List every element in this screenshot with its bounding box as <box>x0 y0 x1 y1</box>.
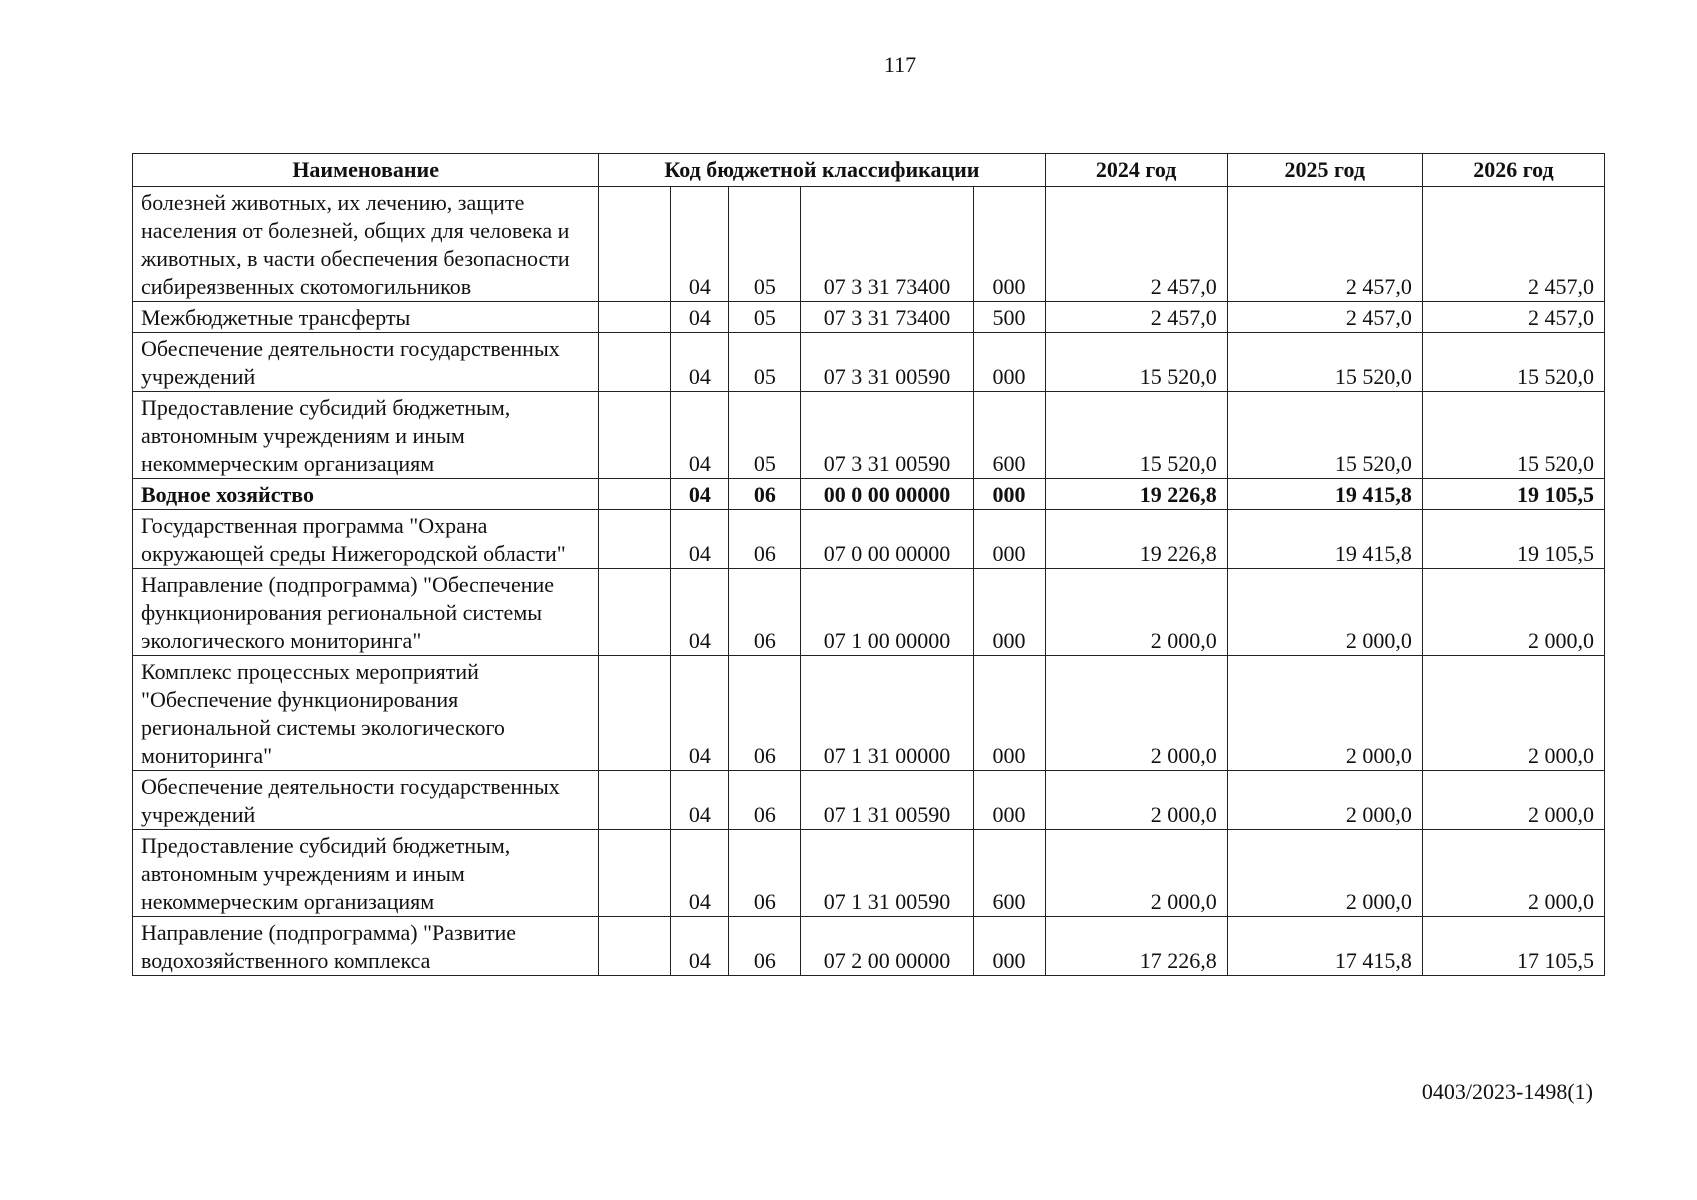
row-blank-cell <box>599 302 671 333</box>
row-value-2026: 15 520,0 <box>1422 333 1604 392</box>
row-value-2024: 2 000,0 <box>1045 656 1227 771</box>
row-expense-code: 000 <box>973 569 1045 656</box>
row-blank-cell <box>599 392 671 479</box>
row-blank-cell <box>599 510 671 569</box>
row-value-2024: 2 000,0 <box>1045 569 1227 656</box>
table-row <box>133 392 1605 479</box>
row-value-2026: 2 000,0 <box>1422 656 1604 771</box>
row-value-2024: 19 226,8 <box>1045 479 1227 510</box>
row-section-code: 04 <box>671 479 729 510</box>
row-expense-code: 000 <box>973 917 1045 976</box>
row-value-2026: 2 000,0 <box>1422 569 1604 656</box>
row-blank-cell <box>599 479 671 510</box>
row-section-code: 04 <box>671 333 729 392</box>
row-subsection-code: 06 <box>729 479 801 510</box>
row-target-code: 07 1 31 00590 <box>801 830 973 917</box>
table-row <box>133 302 1605 333</box>
row-blank-cell <box>599 333 671 392</box>
row-value-2024: 15 520,0 <box>1045 392 1227 479</box>
row-value-2025: 2 457,0 <box>1227 302 1422 333</box>
row-value-2024: 2 457,0 <box>1045 187 1227 302</box>
row-section-code: 04 <box>671 392 729 479</box>
row-subsection-code: 06 <box>729 771 801 830</box>
row-target-code: 07 3 31 73400 <box>801 302 973 333</box>
row-value-2025: 15 520,0 <box>1227 392 1422 479</box>
row-blank-cell <box>599 656 671 771</box>
row-name: Комплекс процессных мероприятий "Обеспечение функционирования региональной системы экологического мониторинга" <box>133 656 599 771</box>
row-value-2024: 2 000,0 <box>1045 830 1227 917</box>
row-value-2024: 19 226,8 <box>1045 510 1227 569</box>
table-row <box>133 187 1605 302</box>
table-row <box>133 917 1605 976</box>
row-section-code: 04 <box>671 656 729 771</box>
row-value-2024: 15 520,0 <box>1045 333 1227 392</box>
row-subsection-code: 06 <box>729 830 801 917</box>
row-value-2025: 2 000,0 <box>1227 569 1422 656</box>
row-value-2025: 17 415,8 <box>1227 917 1422 976</box>
header-year-2025: 2025 год <box>1227 154 1422 187</box>
row-value-2026: 17 105,5 <box>1422 917 1604 976</box>
table-row <box>133 569 1605 656</box>
row-target-code: 07 3 31 00590 <box>801 333 973 392</box>
row-section-code: 04 <box>671 771 729 830</box>
row-blank-cell <box>599 771 671 830</box>
row-name: Предоставление субсидий бюджетным, автономным учреждениям и иным некоммерческим организациям <box>133 830 599 917</box>
row-subsection-code: 06 <box>729 569 801 656</box>
row-name: Направление (подпрограмма) "Обеспечение функционирования региональной системы экологического мониторинга" <box>133 569 599 656</box>
row-target-code: 07 0 00 00000 <box>801 510 973 569</box>
row-name: Предоставление субсидий бюджетным, автономным учреждениям и иным некоммерческим организациям <box>133 392 599 479</box>
row-value-2025: 19 415,8 <box>1227 510 1422 569</box>
row-subsection-code: 06 <box>729 917 801 976</box>
row-name: Обеспечение деятельности государственных учреждений <box>133 771 599 830</box>
row-value-2025: 2 457,0 <box>1227 187 1422 302</box>
row-subsection-code: 06 <box>729 656 801 771</box>
row-name: болезней животных, их лечению, защите населения от болезней, общих для человека и животных, в части обеспечения безопасности сибиреязвенных скотомогильников <box>133 187 599 302</box>
row-blank-cell <box>599 830 671 917</box>
row-name: Направление (подпрограмма) "Развитие водохозяйственного комплекса <box>133 917 599 976</box>
row-subsection-code: 05 <box>729 187 801 302</box>
table-row <box>133 333 1605 392</box>
row-expense-code: 000 <box>973 510 1045 569</box>
row-value-2026: 19 105,5 <box>1422 510 1604 569</box>
row-value-2025: 2 000,0 <box>1227 771 1422 830</box>
row-blank-cell <box>599 569 671 656</box>
document-code: 0403/2023-1498(1) <box>1421 1079 1593 1104</box>
header-year-2026: 2026 год <box>1422 154 1604 187</box>
row-subsection-code: 05 <box>729 333 801 392</box>
row-name: Водное хозяйство <box>133 479 599 510</box>
row-expense-code: 000 <box>973 479 1045 510</box>
row-section-code: 04 <box>671 569 729 656</box>
row-expense-code: 500 <box>973 302 1045 333</box>
row-value-2024: 2 457,0 <box>1045 302 1227 333</box>
row-value-2024: 2 000,0 <box>1045 771 1227 830</box>
header-budget-code: Код бюджетной классификации <box>599 154 1045 187</box>
row-target-code: 07 3 31 73400 <box>801 187 973 302</box>
row-expense-code: 000 <box>973 656 1045 771</box>
table-header-row <box>133 154 1605 187</box>
row-expense-code: 000 <box>973 771 1045 830</box>
row-value-2026: 2 457,0 <box>1422 187 1604 302</box>
row-name: Обеспечение деятельности государственных учреждений <box>133 333 599 392</box>
row-expense-code: 600 <box>973 830 1045 917</box>
row-expense-code: 600 <box>973 392 1045 479</box>
table-row <box>133 510 1605 569</box>
row-target-code: 00 0 00 00000 <box>801 479 973 510</box>
row-section-code: 04 <box>671 830 729 917</box>
row-name: Межбюджетные трансферты <box>133 302 599 333</box>
row-value-2025: 19 415,8 <box>1227 479 1422 510</box>
row-section-code: 04 <box>671 187 729 302</box>
row-value-2026: 19 105,5 <box>1422 479 1604 510</box>
row-expense-code: 000 <box>973 333 1045 392</box>
header-name: Наименование <box>133 154 599 187</box>
row-section-code: 04 <box>671 510 729 569</box>
row-section-code: 04 <box>671 302 729 333</box>
row-target-code: 07 1 31 00590 <box>801 771 973 830</box>
table-row <box>133 830 1605 917</box>
row-subsection-code: 06 <box>729 510 801 569</box>
row-value-2026: 2 000,0 <box>1422 830 1604 917</box>
table-body <box>133 187 1605 976</box>
budget-table <box>132 153 1605 976</box>
row-section-code: 04 <box>671 917 729 976</box>
row-target-code: 07 2 00 00000 <box>801 917 973 976</box>
row-blank-cell <box>599 917 671 976</box>
row-value-2026: 2 000,0 <box>1422 771 1604 830</box>
table-row <box>133 479 1605 510</box>
row-value-2026: 15 520,0 <box>1422 392 1604 479</box>
row-name: Государственная программа "Охрана окружающей среды Нижегородской области" <box>133 510 599 569</box>
row-subsection-code: 05 <box>729 392 801 479</box>
row-value-2025: 2 000,0 <box>1227 830 1422 917</box>
header-year-2024: 2024 год <box>1045 154 1227 187</box>
row-target-code: 07 1 31 00000 <box>801 656 973 771</box>
row-target-code: 07 1 00 00000 <box>801 569 973 656</box>
row-value-2024: 17 226,8 <box>1045 917 1227 976</box>
table-row <box>133 656 1605 771</box>
row-subsection-code: 05 <box>729 302 801 333</box>
row-value-2025: 2 000,0 <box>1227 656 1422 771</box>
row-expense-code: 000 <box>973 187 1045 302</box>
row-target-code: 07 3 31 00590 <box>801 392 973 479</box>
page-number: 117 <box>883 52 917 77</box>
row-value-2026: 2 457,0 <box>1422 302 1604 333</box>
row-blank-cell <box>599 187 671 302</box>
row-value-2025: 15 520,0 <box>1227 333 1422 392</box>
table-row <box>133 771 1605 830</box>
